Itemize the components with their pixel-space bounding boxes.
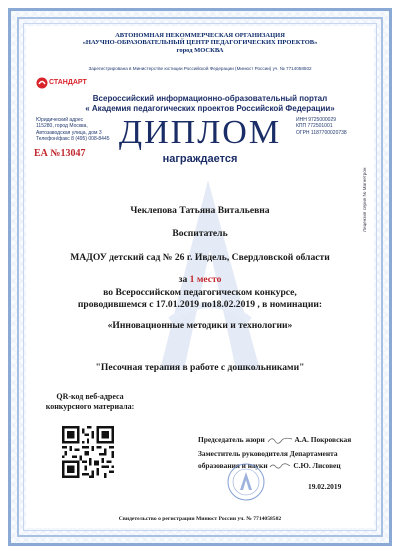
award-work-title: "Песочная терапия в работе с дошкольниками" bbox=[95, 362, 305, 373]
side-license-text: Лицензия серия № Магнетрон bbox=[362, 167, 367, 232]
deputy-title-2: образования и науки bbox=[198, 461, 268, 470]
award-nomination: «Инновационные методики и технологии» bbox=[107, 320, 293, 331]
award-contest: во Всероссийском педагогическом конкурсе, bbox=[103, 287, 297, 298]
award-place: 1 место bbox=[189, 274, 222, 285]
inn-code: ИНН 9725000029 bbox=[296, 117, 337, 123]
qr-label-line-2: конкурсного материала: bbox=[45, 402, 135, 411]
deputy-title: Заместитель руководителя Департамента bbox=[198, 449, 338, 458]
qr-code-icon[interactable] bbox=[62, 426, 114, 478]
official-stamp-icon bbox=[226, 462, 266, 502]
address-label: Юридический адрес bbox=[36, 117, 84, 123]
standart-logo bbox=[36, 76, 88, 90]
awarded-label: награждается bbox=[162, 153, 238, 165]
org-line-2: «НАУЧНО-ОБРАЗОВАТЕЛЬНЫЙ ЦЕНТР ПЕДАГОГИЧЕСКИХ ПРОЕКТОВ» bbox=[82, 39, 318, 47]
recipient-name: Чеклепова Татьяна Витальевна bbox=[130, 205, 270, 216]
ogrn-code: ОГРН 1187700020738 bbox=[296, 129, 347, 136]
award-prefix: за bbox=[178, 274, 188, 285]
org-line-1: АВТОНОМНАЯ НЕКОММЕРЧЕСКАЯ ОРГАНИЗАЦИЯ bbox=[115, 32, 285, 39]
address-phone: Телефон/факс 8 (495) 008-8445 bbox=[36, 135, 110, 142]
serial-number: ЕА №13047 bbox=[34, 148, 86, 159]
deputy-name: С.Ю. Лисовец bbox=[293, 461, 341, 470]
standart-logo-icon bbox=[36, 77, 48, 89]
portal-line-2: « Академия педагогических проектов Российской Федерации» bbox=[85, 103, 335, 113]
signature-deputy-icon bbox=[269, 462, 291, 470]
chair-title: Председатель жюри bbox=[198, 435, 265, 444]
footer-registration: Свидетельство о регистрации Минюст России уч. № 7714058502 bbox=[118, 516, 282, 522]
kpp-code: КПП 772501001 bbox=[296, 123, 333, 130]
recipient-organization: МАДОУ детский сад № 26 г. Ивдель, Свердловской области bbox=[70, 252, 330, 263]
qr-label-line-1: QR-код веб-адреса bbox=[56, 392, 124, 401]
standart-logo-text: СТАНДАРТ bbox=[49, 79, 87, 86]
address-line-1: 115280, город Москва, bbox=[36, 123, 88, 130]
signature-date: 19.02.2019 bbox=[308, 482, 342, 491]
portal-line-1: Всероссийский информационно-образовательный портал bbox=[92, 94, 328, 103]
chair-name: А.А. Покровская bbox=[294, 435, 352, 444]
award-period: проводившемся с 17.01.2019 по18.02.2019 , в номинации: bbox=[77, 299, 323, 310]
recipient-position: Воспитатель bbox=[172, 228, 228, 239]
org-city: город МОСКВА bbox=[176, 46, 224, 54]
signature-chair-icon bbox=[267, 436, 293, 444]
address-line-2: Автозаводская улица, дом 3 bbox=[36, 129, 102, 136]
diploma-title: ДИПЛОМ bbox=[118, 114, 282, 151]
org-registration: Зарегистрирована в Министерстве юстиции Российской Федерации (Минюст России) уч. № 7714058502 bbox=[88, 66, 312, 71]
